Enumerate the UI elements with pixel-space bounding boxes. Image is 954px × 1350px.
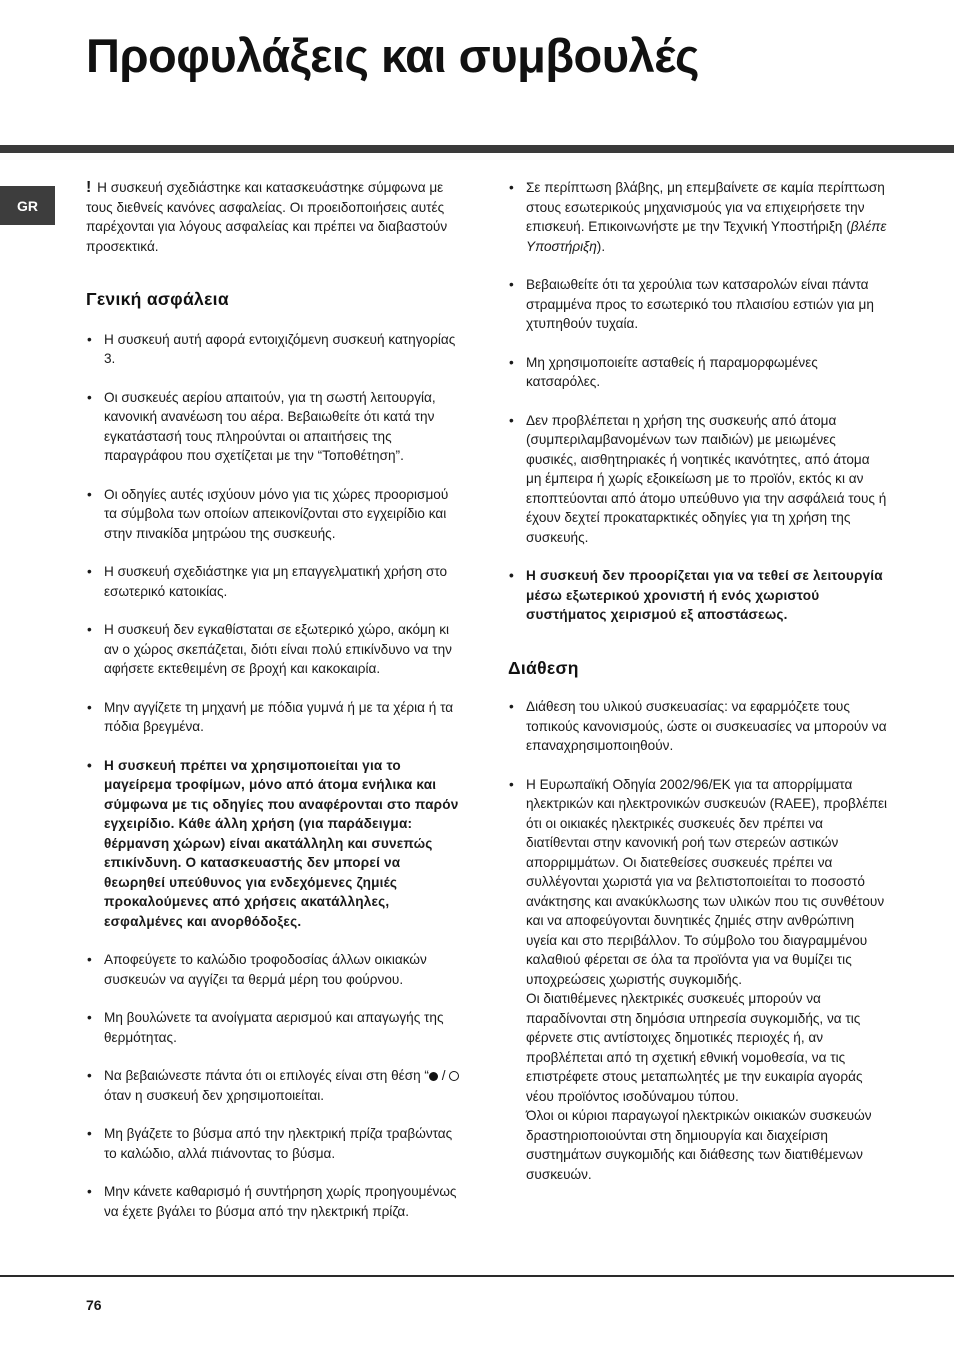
heading-disposal: Διάθεση xyxy=(508,657,579,678)
list-item: • Οι συσκευές αερίου απαιτούν, για τη σωστή λειτουργία, κανονική ανανέωση του αέρα. Βεβαιωθείτε ότι κατά την εγκατάστασή τους πληρούνται οι απαιτήσεις της παραγράφου που σχετίζεται με την “Τοποθέτηση”. xyxy=(86,388,464,466)
weee-paragraph: Όλοι οι κύριοι παραγωγοί ηλεκτρικών οικιακών συσκευών δραστηριοποιούνται στη δημιουργία και διαχείριση συστημάτων συγκομιδής και διάθεσης των διατιθέμενων συσκευών. xyxy=(526,1108,872,1182)
filled-circle-icon xyxy=(429,1072,438,1081)
safety-list-continued xyxy=(508,178,888,625)
warning-mark-icon: ! xyxy=(86,179,92,196)
list-item: • Διάθεση του υλικού συσκευασίας: να εφαρμόζετε τους τοπικούς κανονισμούς, ώστε οι συσκευασίες να μπορούν να επαναχρησιμοποιηθούν. xyxy=(508,697,888,756)
list-item: • Δεν προβλέπεται η χρήση της συσκευής από άτομα (συμπεριλαμβανομένων των παιδιών) με μειωμένες φυσικές, αισθητηριακές ή νοητικές ικανότητες, από άτομα μη έμπειρα ή χωρίς εξοικείωση με το προϊόν, εκτός κι αν εποπτεύονται από άτομο υπεύθυνο για την ασφάλειά τους ή έχουν δεχτεί προκαταρκτικές οδηγίες για τη χρήση της συσκευής. xyxy=(508,411,888,548)
intro-warning xyxy=(86,178,464,256)
breakdown-text: Σε περίπτωση βλάβης, μη επεμβαίνετε σε καμία περίπτωση στους εσωτερικούς μηχανισμούς για να επιχειρήσετε την επισκευή. Επικοινωνήστε με την Τεχνική Υποστήριξη ( xyxy=(526,180,885,234)
knob-text-after: όταν η συσκευή δεν χρησιμοποιείται. xyxy=(104,1087,325,1103)
list-item: • Η συσκευή δεν εγκαθίσταται σε εξωτερικό χώρο, ακόμη κι αν ο χώρος σκεπάζεται, διότι είναι πολύ επικίνδυνο να την αφήσετε εκτεθειμένη σε βροχή και κακοκαιρία. xyxy=(86,620,464,679)
list-item: • Μη χρησιμοποιείτε ασταθείς ή παραμορφωμένες κατσαρόλες. xyxy=(508,353,888,392)
right-column xyxy=(508,178,888,1203)
list-item: • Αποφεύγετε το καλώδιο τροφοδοσίας άλλων οικιακών συσκευών να αγγίζει τα θερμά μέρη του φούρνου. xyxy=(86,950,464,989)
list-item: • Μη βγάζετε το βύσμα από την ηλεκτρική πρίζα τραβώντας το καλώδιο, αλλά πιάνοντας το βύσμα. xyxy=(86,1124,464,1163)
list-item: • Η συσκευή αυτή αφορά εντοιχιζόμενη συσκευή κατηγορίας 3. xyxy=(86,330,464,369)
list-item-warning: • Η συσκευή πρέπει να χρησιμοποιείται για το μαγείρεμα τροφίμων, μόνο από άτομα ενήλικα και σύμφωνα με τις οδηγίες που αναφέρονται στο παρόν εγχειρίδιο. Κάθε άλλη χρήση (για παράδειγμα: θέρμανση χώρων) είναι ακατάλληλη και συνεπώς επικίνδυνη. Ο κατασκευαστής δεν μπορεί να θεωρηθεί υπεύθυνος για ενδεχόμενες ζημιές προκαλούμενες από χρήσεις ακατάλληλες, εσφαλμένες και ανορθόδοξες. xyxy=(86,756,464,932)
list-item: • Μην αγγίζετε τη μηχανή με πόδια γυμνά ή με τα χέρια ή τα πόδια βρεγμένα. xyxy=(86,698,464,737)
list-item-warning: • Η συσκευή δεν προορίζεται για να τεθεί σε λειτουργία μέσω εξωτερικού χρονιστή ή ενός χωριστού συστήματος χειρισμού εξ αποστάσεως. xyxy=(508,566,888,625)
heading-general-safety: Γενική ασφάλεια xyxy=(86,289,229,309)
left-column xyxy=(86,178,464,1240)
list-item: • Βεβαιωθείτε ότι τα χερούλια των κατσαρολών είναι πάντα στραμμένα προς το εσωτερικό του πλαισίου εστιών για μη χτυπηθούν τυχαία. xyxy=(508,275,888,334)
list-item: • Μην κάνετε καθαρισμό ή συντήρηση χωρίς προηγουμένως να έχετε βγάλει το βύσμα από την ηλεκτρική πρίζα. xyxy=(86,1182,464,1221)
knob-separator: / xyxy=(437,1068,450,1083)
list-item-breakdown xyxy=(508,178,888,256)
support-reference: βλέπε Υποστήριξη xyxy=(526,219,887,254)
list-item: • Μη βουλώνετε τα ανοίγματα αερισμού και απαγωγής της θερμότητας. xyxy=(86,1008,464,1047)
weee-paragraph: • Η Ευρωπαϊκή Οδηγία 2002/96/ΕΚ για τα απορρίμματα ηλεκτρικών και ηλεκτρονικών συσκευών (RAEE), προβλέπει ότι οι οικιακές ηλεκτρικές συσκευές δεν πρέπει να διατίθενται στην κανονική ροή των στερεών αστικών απορριμμάτων. Οι διατεθείσες συσκευές πρέπει να συλλέγονται χωριστά για να βελτιστοποιείται το ποσοστό ανάκτησης και ανακύκλωσης των υλικών που τις συνθέτουν και να αποφεύγονται δυνητικές ζημιές στην ανθρώπινη υγεία και στο περιβάλλον. Το σύμβολο του διαγραμμένου καλαθιού φέρεται σε όλα τα προϊόντα για να θυμίζει τις υποχρεώσεις χωριστής συγκομιδής. xyxy=(526,776,888,987)
page-title: Προφυλάξεις και συμβουλές xyxy=(86,29,699,82)
list-item-knob xyxy=(86,1066,464,1105)
general-safety-list xyxy=(86,330,464,1222)
disposal-list xyxy=(508,697,888,1184)
empty-circle-icon xyxy=(449,1071,459,1081)
breakdown-text-end: ). xyxy=(596,238,606,254)
header-divider xyxy=(0,145,954,153)
page-number: 76 xyxy=(86,1297,102,1313)
list-item: • Η συσκευή σχεδιάστηκε για μη επαγγελματική χρήση στο εσωτερικό κατοικίας. xyxy=(86,562,464,601)
knob-text-before: Να βεβαιώνεστε πάντα ότι οι επιλογές είναι στη θέση “ xyxy=(104,1068,429,1083)
list-item-weee xyxy=(508,775,888,1185)
intro-text: Η συσκευή σχεδιάστηκε και κατασκευάστηκε σύμφωνα με τους διεθνείς κανόνες ασφαλείας. Οι προειδοποιήσεις αυτές παρέχονται για λόγους ασφαλείας και πρέπει να διαβαστούν προσεκτικά. xyxy=(86,180,448,254)
list-item: • Οι οδηγίες αυτές ισχύουν μόνο για τις χώρες προορισμού τα σύμβολα των οποίων απεικονίζονται στο εγχειρίδιο και στην πινακίδα μητρώου της συσκευής. xyxy=(86,485,464,544)
weee-paragraph: Οι διατιθέμενες ηλεκτρικές συσκευές μπορούν να παραδίνονται στη δημόσια υπηρεσία συγκομιδής, να τις φέρνετε στις αντίστοιχες δημοτικές περιοχές ή, αν προβλέπεται από τη σχετική εθνική νομοθεσία, να τις επιστρέφετε στους μεταπωλητές με την ευκαιρία αγοράς νέου προϊόντος ισοδύναμου τύπου. xyxy=(526,991,863,1104)
footer-divider xyxy=(0,1275,954,1277)
language-tab: GR xyxy=(0,186,55,225)
